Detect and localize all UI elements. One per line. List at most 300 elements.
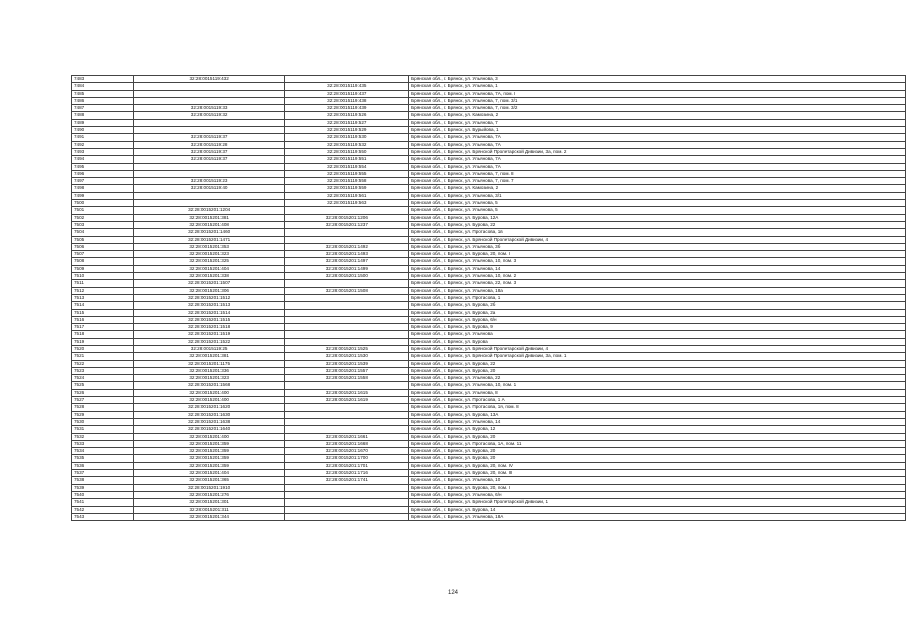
- address-cell: Брянская обл., г. Брянск, ул. Бурыйова, 1: [409, 127, 906, 134]
- object-number-cell: 32:28:0015201:1237: [285, 221, 409, 228]
- parcel-number-cell: 32:28:0015201:408: [133, 221, 285, 228]
- parcel-number-cell: 32:28:0015201:359: [133, 455, 285, 462]
- table-row: [72, 316, 906, 323]
- row-number-cell: 7489: [72, 119, 134, 126]
- table-row: [72, 141, 906, 148]
- object-number-cell: 32:28:0015119:526: [285, 112, 409, 119]
- row-number-cell: 7525: [72, 382, 134, 389]
- table-row: [72, 411, 906, 418]
- address-cell: Брянская обл., г. Брянск, ул. Ульянова, 6/н: [409, 491, 906, 498]
- parcel-number-cell: 32:28:0015201:404: [133, 470, 285, 477]
- address-cell: Брянская обл., г. Брянск, ул. Бурова: [409, 338, 906, 345]
- object-number-cell: [285, 382, 409, 389]
- address-cell: Брянская обл., г. Брянск, ул. Ульянова, 10, пом. 2: [409, 273, 906, 280]
- object-number-cell: 32:28:0015119:529: [285, 127, 409, 134]
- parcel-number-cell: 32:28:0015119:432: [133, 76, 285, 83]
- object-number-cell: [285, 207, 409, 214]
- parcel-number-cell: 32:28:0015201:1620: [133, 404, 285, 411]
- object-number-cell: [285, 404, 409, 411]
- table-row: [72, 345, 906, 352]
- object-number-cell: [285, 506, 409, 513]
- parcel-number-cell: [133, 192, 285, 199]
- table-row: [72, 309, 906, 316]
- row-number-cell: 7509: [72, 265, 134, 272]
- table-row: [72, 76, 906, 83]
- address-cell: Брянская обл., г. Брянск, ул. Ульянова, 14: [409, 418, 906, 425]
- page-number: 124: [447, 590, 458, 596]
- parcel-number-cell: 32:28:0015201:323: [133, 375, 285, 382]
- address-cell: Брянская обл., г. Брянск, ул. Бурова, 20: [409, 455, 906, 462]
- parcel-number-cell: [133, 163, 285, 170]
- parcel-number-cell: 32:28:0015201:1522: [133, 338, 285, 345]
- parcel-number-cell: 32:28:0015201:381: [133, 353, 285, 360]
- object-number-cell: [285, 76, 409, 83]
- address-cell: Брянская обл., г. Брянск, ул. Ульянова: [409, 331, 906, 338]
- row-number-cell: 7513: [72, 294, 134, 301]
- table-row: [72, 302, 906, 309]
- row-number-cell: 7503: [72, 221, 134, 228]
- parcel-number-cell: 32:28:0015201:404: [133, 265, 285, 272]
- row-number-cell: 7492: [72, 141, 134, 148]
- table-row: [72, 163, 906, 170]
- table-row: [72, 440, 906, 447]
- object-number-cell: 32:28:0015119:558: [285, 178, 409, 185]
- row-number-cell: 7505: [72, 236, 134, 243]
- address-cell: Брянская обл., г. Брянск, ул. Ульянова, 7, пом. 7: [409, 178, 906, 185]
- row-number-cell: 7499: [72, 192, 134, 199]
- parcel-number-cell: 32:28:0015201:1515: [133, 316, 285, 323]
- object-number-cell: 32:28:0015201:1661: [285, 433, 409, 440]
- records-table-body: [72, 76, 906, 521]
- table-row: [72, 265, 906, 272]
- table-row: [72, 367, 906, 374]
- row-number-cell: 7542: [72, 506, 134, 513]
- object-number-cell: 32:28:0015119:437: [285, 90, 409, 97]
- address-cell: Брянская обл., г. Брянск, ул. Ульянова, 10: [409, 477, 906, 484]
- row-number-cell: 7491: [72, 134, 134, 141]
- address-cell: Брянская обл., г. Брянск, ул. Бурова, 20, пом. IV: [409, 462, 906, 469]
- address-cell: Брянская обл., г. Брянск, ул. Ульянова, 5: [409, 200, 906, 207]
- row-number-cell: 7507: [72, 251, 134, 258]
- object-number-cell: [285, 484, 409, 491]
- address-cell: Брянская обл., г. Брянск, ул. Ульянова, 7А: [409, 141, 906, 148]
- address-cell: Брянская обл., г. Брянск, ул. Ульянова, 10, пом. 1: [409, 382, 906, 389]
- row-number-cell: 7510: [72, 273, 134, 280]
- table-row: [72, 83, 906, 90]
- object-number-cell: 32:28:0015201:1741: [285, 477, 409, 484]
- object-number-cell: [285, 236, 409, 243]
- row-number-cell: 7529: [72, 411, 134, 418]
- table-row: [72, 148, 906, 155]
- table-row: [72, 404, 906, 411]
- object-number-cell: 32:28:0015201:1497: [285, 258, 409, 265]
- object-number-cell: 32:28:0015201:1700: [285, 455, 409, 462]
- object-number-cell: 32:28:0015201:1716: [285, 470, 409, 477]
- row-number-cell: 7484: [72, 83, 134, 90]
- object-number-cell: [285, 309, 409, 316]
- object-number-cell: [285, 499, 409, 506]
- table-row: [72, 491, 906, 498]
- address-cell: Брянская обл., г. Брянск, ул. Ульянова, 3: [409, 76, 906, 83]
- address-cell: Брянская обл., г. Брянск, ул. Брянской Пролетарской Дивизии, 1: [409, 499, 906, 506]
- table-row: [72, 178, 906, 185]
- row-number-cell: 7526: [72, 389, 134, 396]
- row-number-cell: 7516: [72, 316, 134, 323]
- object-number-cell: 32:28:0015119:532: [285, 141, 409, 148]
- address-cell: Брянская обл., г. Брянск, ул. Ульянова, 7А: [409, 134, 906, 141]
- object-number-cell: 32:28:0015119:555: [285, 170, 409, 177]
- parcel-number-cell: 32:28:0015201:1507: [133, 280, 285, 287]
- object-number-cell: 32:28:0015201:1525: [285, 345, 409, 352]
- object-number-cell: [285, 513, 409, 520]
- table-row: [72, 418, 906, 425]
- address-cell: Брянская обл., г. Брянск, ул. Бурова, 20, пом. III: [409, 470, 906, 477]
- row-number-cell: 7515: [72, 309, 134, 316]
- parcel-number-cell: 32:28:0015201:1640: [133, 426, 285, 433]
- row-number-cell: 7518: [72, 331, 134, 338]
- address-cell: Брянская обл., г. Брянск, ул. Ульянова, 8: [409, 389, 906, 396]
- object-number-cell: [285, 411, 409, 418]
- table-row: [72, 170, 906, 177]
- address-cell: Брянская обл., г. Брянск, ул. Бурова, 2б: [409, 302, 906, 309]
- table-row: [72, 506, 906, 513]
- table-row: [72, 127, 906, 134]
- object-number-cell: 32:28:0015201:1499: [285, 265, 409, 272]
- address-cell: Брянская обл., г. Брянск, ул. Бурова, 12: [409, 426, 906, 433]
- table-row: [72, 221, 906, 228]
- address-cell: Брянская обл., г. Брянск, ул. Бурова, 2а: [409, 309, 906, 316]
- row-number-cell: 7537: [72, 470, 134, 477]
- address-cell: Брянская обл., г. Брянск, ул. Протасова, 1 А: [409, 397, 906, 404]
- object-number-cell: [285, 338, 409, 345]
- address-cell: Брянская обл., г. Брянск, ул. Бурова, 13А: [409, 411, 906, 418]
- address-cell: Брянская обл., г. Брянск, ул. Бурова, 14: [409, 506, 906, 513]
- address-cell: Брянская обл., г. Брянск, ул. Бурова, 20: [409, 448, 906, 455]
- address-cell: Брянская обл., г. Брянск, ул. Бурова, 22: [409, 360, 906, 367]
- address-cell: Брянская обл., г. Брянск, ул. Ульянова, 22, пом. 3: [409, 280, 906, 287]
- parcel-number-cell: 32:28:0015201:1630: [133, 411, 285, 418]
- table-row: [72, 484, 906, 491]
- row-number-cell: 7536: [72, 462, 134, 469]
- table-row: [72, 192, 906, 199]
- row-number-cell: 7527: [72, 397, 134, 404]
- object-number-cell: 32:28:0015201:1619: [285, 397, 409, 404]
- table-row: [72, 360, 906, 367]
- parcel-number-cell: 32:28:0015201:301: [133, 499, 285, 506]
- table-row: [72, 280, 906, 287]
- object-number-cell: 32:28:0015119:550: [285, 148, 409, 155]
- address-cell: Брянская обл., г. Брянск, ул. Протасова, 1я, пом. 8: [409, 404, 906, 411]
- row-number-cell: 7504: [72, 229, 134, 236]
- row-number-cell: 7485: [72, 90, 134, 97]
- object-number-cell: 32:28:0015119:551: [285, 156, 409, 163]
- parcel-number-cell: 32:28:0015201:400: [133, 389, 285, 396]
- parcel-number-cell: 32:28:0015201:359: [133, 440, 285, 447]
- row-number-cell: 7496: [72, 170, 134, 177]
- parcel-number-cell: 32:28:0015201:1638: [133, 418, 285, 425]
- row-number-cell: 7535: [72, 455, 134, 462]
- address-cell: Брянская обл., г. Брянск, ул. Ульянова, 7, пом. 3/1: [409, 97, 906, 104]
- address-cell: Брянская обл., г. Брянск, ул. Брянской Пролетарской Дивизии, 4: [409, 236, 906, 243]
- parcel-number-cell: 32:28:0015119:28: [133, 141, 285, 148]
- parcel-number-cell: 32:28:0015119:32: [133, 112, 285, 119]
- table-row: [72, 214, 906, 221]
- object-number-cell: 32:28:0015201:1557: [285, 367, 409, 374]
- object-number-cell: 32:28:0015201:1206: [285, 214, 409, 221]
- object-number-cell: 32:28:0015201:1668: [285, 440, 409, 447]
- object-number-cell: 32:28:0015201:1493: [285, 251, 409, 258]
- parcel-number-cell: 32:28:0015201:1514: [133, 309, 285, 316]
- table-row: [72, 397, 906, 404]
- object-number-cell: 32:28:0015119:435: [285, 83, 409, 90]
- row-number-cell: 7498: [72, 185, 134, 192]
- parcel-number-cell: 32:28:0015201:400: [133, 397, 285, 404]
- row-number-cell: 7500: [72, 200, 134, 207]
- parcel-number-cell: 32:28:0015201:400: [133, 433, 285, 440]
- address-cell: Брянская обл., г. Брянск, ул. Ульянова, 22: [409, 375, 906, 382]
- parcel-number-cell: [133, 119, 285, 126]
- table-row: [72, 324, 906, 331]
- address-cell: Брянская обл., г. Брянск, ул. Бурова, 20, пом. I: [409, 251, 906, 258]
- object-number-cell: [285, 229, 409, 236]
- row-number-cell: 7490: [72, 127, 134, 134]
- object-number-cell: 32:28:0015201:1670: [285, 448, 409, 455]
- parcel-number-cell: 32:28:0015119:40: [133, 185, 285, 192]
- row-number-cell: 7540: [72, 491, 134, 498]
- parcel-number-cell: 32:28:0015201:1460: [133, 229, 285, 236]
- parcel-number-cell: 32:28:0015201:344: [133, 513, 285, 520]
- address-cell: Брянская обл., г. Брянск, ул. Бурова, 6/н: [409, 316, 906, 323]
- table-row: [72, 273, 906, 280]
- table-row: [72, 200, 906, 207]
- row-number-cell: 7528: [72, 404, 134, 411]
- row-number-cell: 7493: [72, 148, 134, 155]
- parcel-number-cell: 32:28:0015201:306: [133, 287, 285, 294]
- address-cell: Брянская обл., г. Брянск, ул. Ульянова, 7, пом. 8: [409, 170, 906, 177]
- object-number-cell: [285, 316, 409, 323]
- row-number-cell: 7523: [72, 367, 134, 374]
- address-cell: Брянская обл., г. Брянск, ул. Ульянова, 7А: [409, 163, 906, 170]
- address-cell: Брянская обл., г. Брянск, ул. Ульянова, 1: [409, 83, 906, 90]
- row-number-cell: 7502: [72, 214, 134, 221]
- parcel-number-cell: 32:28:0015119:25: [133, 345, 285, 352]
- row-number-cell: 7487: [72, 105, 134, 112]
- parcel-number-cell: 32:28:0015201:381: [133, 214, 285, 221]
- parcel-number-cell: 32:28:0015201:1910: [133, 484, 285, 491]
- row-number-cell: 7488: [72, 112, 134, 119]
- parcel-number-cell: 32:28:0015119:33: [133, 105, 285, 112]
- address-cell: Брянская обл., г. Брянск, ул. Бурова, 20: [409, 433, 906, 440]
- table-row: [72, 251, 906, 258]
- address-cell: Брянская обл., г. Брянск, ул. Протасова, 1А, пом. 11: [409, 440, 906, 447]
- row-number-cell: 7501: [72, 207, 134, 214]
- parcel-number-cell: 32:28:0015201:1175: [133, 360, 285, 367]
- row-number-cell: 7520: [72, 345, 134, 352]
- table-row: [72, 156, 906, 163]
- address-cell: Брянская обл., г. Брянск, ул. Протасова, 1в: [409, 229, 906, 236]
- row-number-cell: 7506: [72, 243, 134, 250]
- row-number-cell: 7522: [72, 360, 134, 367]
- row-number-cell: 7483: [72, 76, 134, 83]
- object-number-cell: 32:28:0015119:561: [285, 192, 409, 199]
- table-row: [72, 338, 906, 345]
- parcel-number-cell: 32:28:0015201:336: [133, 367, 285, 374]
- parcel-number-cell: 32:28:0015201:323: [133, 251, 285, 258]
- object-number-cell: 32:28:0015119:439: [285, 105, 409, 112]
- object-number-cell: 32:28:0015201:1500: [285, 273, 409, 280]
- address-cell: Брянская обл., г. Брянск, ул. Протасова, 1: [409, 294, 906, 301]
- object-number-cell: [285, 491, 409, 498]
- object-number-cell: 32:28:0015201:1701: [285, 462, 409, 469]
- table-row: [72, 294, 906, 301]
- address-cell: Брянская обл., г. Брянск, ул. Ульянова, 7: [409, 119, 906, 126]
- row-number-cell: 7530: [72, 418, 134, 425]
- table-row: [72, 375, 906, 382]
- table-row: [72, 426, 906, 433]
- object-number-cell: [285, 324, 409, 331]
- parcel-number-cell: 32:28:0015201:325: [133, 258, 285, 265]
- address-cell: Брянская обл., г. Брянск, ул. Ульянова, 10, пом. 3: [409, 258, 906, 265]
- address-cell: Брянская обл., г. Брянск, ул. Брянской Пролетарской Дивизии, 4: [409, 345, 906, 352]
- parcel-number-cell: 32:28:0015201:1512: [133, 294, 285, 301]
- parcel-number-cell: [133, 83, 285, 90]
- object-number-cell: [285, 280, 409, 287]
- address-cell: Брянская обл., г. Брянск, ул. Камозина, 2: [409, 112, 906, 119]
- table-row: [72, 90, 906, 97]
- table-row: [72, 258, 906, 265]
- parcel-number-cell: 32:28:0015201:1513: [133, 302, 285, 309]
- row-number-cell: 7495: [72, 163, 134, 170]
- table-row: [72, 119, 906, 126]
- row-number-cell: 7508: [72, 258, 134, 265]
- records-table: [71, 75, 906, 521]
- table-row: [72, 105, 906, 112]
- address-cell: Брянская обл., г. Брянск, ул. Ульянова, 7, пом. 3/2: [409, 105, 906, 112]
- row-number-cell: 7511: [72, 280, 134, 287]
- parcel-number-cell: 32:28:0015201:276: [133, 491, 285, 498]
- parcel-number-cell: [133, 97, 285, 104]
- address-cell: Брянская обл., г. Брянск, ул. Ульянова, 7А: [409, 156, 906, 163]
- address-cell: Брянская обл., г. Брянск, ул. Ульянова, 18А: [409, 513, 906, 520]
- address-cell: Брянская обл., г. Брянск, ул. Камозина, 2: [409, 185, 906, 192]
- table-row: [72, 389, 906, 396]
- address-cell: Брянская обл., г. Брянск, ул. Ульянова, 5: [409, 207, 906, 214]
- object-number-cell: 32:28:0015201:1492: [285, 243, 409, 250]
- row-number-cell: 7524: [72, 375, 134, 382]
- row-number-cell: 7538: [72, 477, 134, 484]
- row-number-cell: 7539: [72, 484, 134, 491]
- parcel-number-cell: 32:28:0015119:23: [133, 178, 285, 185]
- row-number-cell: 7519: [72, 338, 134, 345]
- object-number-cell: 32:28:0015201:1539: [285, 360, 409, 367]
- row-number-cell: 7514: [72, 302, 134, 309]
- table-row: [72, 331, 906, 338]
- row-number-cell: 7541: [72, 499, 134, 506]
- table-row: [72, 112, 906, 119]
- address-cell: Брянская обл., г. Брянск, ул. Бурова, 22: [409, 221, 906, 228]
- object-number-cell: 32:28:0015201:1615: [285, 389, 409, 396]
- row-number-cell: 7532: [72, 433, 134, 440]
- parcel-number-cell: 32:28:0015119:37: [133, 156, 285, 163]
- address-cell: Брянская обл., г. Брянск, ул. Ульянова, 3б: [409, 243, 906, 250]
- table-row: [72, 513, 906, 520]
- row-number-cell: 7486: [72, 97, 134, 104]
- row-number-cell: 7512: [72, 287, 134, 294]
- object-number-cell: 32:28:0015119:563: [285, 200, 409, 207]
- object-number-cell: [285, 331, 409, 338]
- address-cell: Брянская обл., г. Брянск, ул. Ульянова, 3/1: [409, 192, 906, 199]
- parcel-number-cell: 32:28:0015201:1518: [133, 324, 285, 331]
- object-number-cell: 32:28:0015119:530: [285, 134, 409, 141]
- address-cell: Брянская обл., г. Брянск, ул. Ульянова, 18а: [409, 287, 906, 294]
- parcel-number-cell: 32:28:0015201:1568: [133, 382, 285, 389]
- row-number-cell: 7517: [72, 324, 134, 331]
- table-row: [72, 134, 906, 141]
- object-number-cell: [285, 302, 409, 309]
- object-number-cell: 32:28:0015201:1530: [285, 353, 409, 360]
- row-number-cell: 7521: [72, 353, 134, 360]
- object-number-cell: 32:28:0015201:1508: [285, 287, 409, 294]
- parcel-number-cell: 32:28:0015201:311: [133, 506, 285, 513]
- object-number-cell: 32:28:0015119:554: [285, 163, 409, 170]
- object-number-cell: 32:28:0015201:1558: [285, 375, 409, 382]
- parcel-number-cell: 32:28:0015201:1471: [133, 236, 285, 243]
- parcel-number-cell: 32:28:0015119:37: [133, 134, 285, 141]
- parcel-number-cell: 32:28:0015119:37: [133, 148, 285, 155]
- row-number-cell: 7494: [72, 156, 134, 163]
- parcel-number-cell: 32:28:0015201:338: [133, 273, 285, 280]
- row-number-cell: 7534: [72, 448, 134, 455]
- table-row: [72, 229, 906, 236]
- address-cell: Брянская обл., г. Брянск, ул. Бурова, 12А: [409, 214, 906, 221]
- table-row: [72, 462, 906, 469]
- table-row: [72, 287, 906, 294]
- parcel-number-cell: [133, 170, 285, 177]
- table-row: [72, 477, 906, 484]
- object-number-cell: [285, 426, 409, 433]
- address-cell: Брянская обл., г. Брянск, ул. Брянской Пролетарской Дивизии, 3а, пом. 1: [409, 353, 906, 360]
- table-row: [72, 455, 906, 462]
- row-number-cell: 7543: [72, 513, 134, 520]
- address-cell: Брянская обл., г. Брянск, ул. Бурова, 20, пом. I: [409, 484, 906, 491]
- table-row: [72, 207, 906, 214]
- table-row: [72, 433, 906, 440]
- object-number-cell: 32:28:0015119:527: [285, 119, 409, 126]
- object-number-cell: 32:28:0015119:438: [285, 97, 409, 104]
- parcel-number-cell: 32:28:0015201:353: [133, 243, 285, 250]
- parcel-number-cell: [133, 127, 285, 134]
- table-row: [72, 499, 906, 506]
- parcel-number-cell: [133, 200, 285, 207]
- address-cell: Брянская обл., г. Брянск, ул. Ульянова, 7А, пом. I: [409, 90, 906, 97]
- address-cell: Брянская обл., г. Брянск, ул. Бурова, 9: [409, 324, 906, 331]
- row-number-cell: 7497: [72, 178, 134, 185]
- parcel-number-cell: 32:28:0015201:1204: [133, 207, 285, 214]
- table-row: [72, 97, 906, 104]
- parcel-number-cell: [133, 90, 285, 97]
- table-row: [72, 353, 906, 360]
- table-row: [72, 470, 906, 477]
- table-row: [72, 236, 906, 243]
- parcel-number-cell: 32:28:0015201:359: [133, 448, 285, 455]
- object-number-cell: [285, 294, 409, 301]
- parcel-number-cell: 32:28:0015201:365: [133, 477, 285, 484]
- table-row: [72, 448, 906, 455]
- address-cell: Брянская обл., г. Брянск, ул. Бурова, 20: [409, 367, 906, 374]
- parcel-number-cell: 32:28:0015201:1519: [133, 331, 285, 338]
- row-number-cell: 7533: [72, 440, 134, 447]
- address-cell: Брянская обл., г. Брянск, ул. Брянской Пролетарской Дивизии, 3а, пом. 2: [409, 148, 906, 155]
